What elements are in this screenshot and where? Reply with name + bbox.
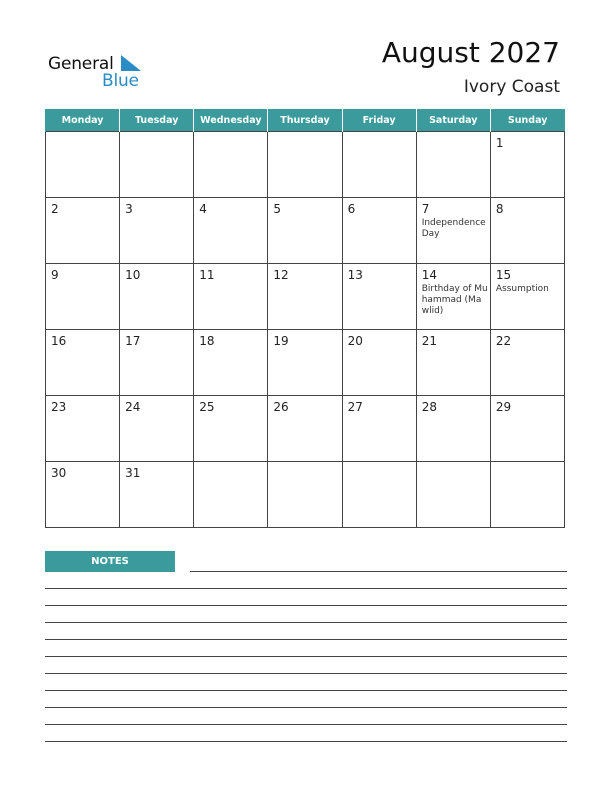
day-number: 21 — [421, 334, 437, 348]
day-cell — [46, 132, 120, 198]
day-cell — [46, 264, 120, 330]
day-cell — [46, 462, 120, 528]
day-cell — [490, 264, 564, 330]
weekday-header-sunday: Sunday — [490, 109, 564, 132]
notes-line — [45, 622, 567, 623]
day-cell — [342, 330, 416, 396]
day-number: 13 — [347, 268, 363, 282]
day-number: 23 — [51, 400, 67, 414]
logo-triangle-icon — [121, 55, 141, 71]
day-number: 1 — [495, 136, 504, 150]
day-number: 2 — [51, 202, 59, 216]
day-number: 8 — [495, 202, 504, 216]
day-cell — [194, 330, 268, 396]
notes-line — [45, 656, 567, 657]
day-number: 19 — [273, 334, 289, 348]
day-number: 22 — [495, 334, 512, 348]
day-number: 31 — [125, 466, 141, 480]
day-number: 26 — [273, 400, 289, 414]
day-number: 3 — [125, 202, 133, 216]
day-cell — [46, 396, 120, 462]
day-cell — [120, 330, 194, 396]
day-cell — [268, 132, 342, 198]
weekday-header-saturday: Saturday — [416, 109, 490, 132]
holiday-label: Assumption — [495, 284, 549, 294]
day-cell — [120, 396, 194, 462]
day-cell — [342, 132, 416, 198]
weekday-header-monday: Monday — [46, 109, 120, 132]
month-year-title: August 2027 — [381, 36, 560, 69]
calendar-week-row — [46, 330, 565, 396]
day-cell — [268, 396, 342, 462]
day-number: 28 — [421, 400, 437, 414]
notes-line — [45, 673, 567, 674]
day-cell — [490, 198, 564, 264]
day-number: 10 — [125, 268, 141, 282]
day-number: 16 — [51, 334, 67, 348]
day-cell — [416, 264, 490, 330]
calendar-week-row — [46, 198, 565, 264]
day-number: 12 — [273, 268, 289, 282]
day-number: 29 — [495, 400, 512, 414]
holiday-label: Independence Day — [421, 218, 486, 239]
day-number: 6 — [347, 202, 356, 216]
weekday-header-thursday: Thursday — [268, 109, 342, 132]
day-cell — [268, 198, 342, 264]
day-cell — [416, 396, 490, 462]
day-cell — [490, 132, 564, 198]
calendar-grid — [45, 109, 565, 528]
calendar-week-row — [46, 396, 565, 462]
day-number: 27 — [347, 400, 363, 414]
day-cell — [416, 462, 490, 528]
day-number: 9 — [51, 268, 59, 282]
day-cell — [120, 132, 194, 198]
day-cell — [342, 198, 416, 264]
day-cell — [120, 264, 194, 330]
day-cell — [268, 462, 342, 528]
day-cell — [342, 264, 416, 330]
notes-line — [45, 605, 567, 606]
day-cell — [342, 396, 416, 462]
day-cell — [194, 462, 268, 528]
day-cell — [490, 396, 564, 462]
day-number: 17 — [125, 334, 141, 348]
country-name: Ivory Coast — [463, 77, 560, 97]
day-number: 14 — [421, 268, 437, 282]
calendar-week-row — [46, 264, 565, 330]
day-cell — [490, 330, 564, 396]
weekday-header-friday: Friday — [342, 109, 416, 132]
notes-line — [45, 741, 567, 742]
day-number: 4 — [199, 202, 207, 216]
day-cell — [490, 462, 564, 528]
day-cell — [342, 462, 416, 528]
day-number: 25 — [199, 400, 215, 414]
day-cell — [416, 132, 490, 198]
day-cell — [194, 132, 268, 198]
day-number: 7 — [421, 202, 430, 216]
weekday-header-tuesday: Tuesday — [120, 109, 194, 132]
notes-line — [45, 707, 567, 708]
logo-word-blue: Blue — [102, 71, 139, 91]
generalblue-logo — [48, 54, 158, 94]
day-cell — [46, 330, 120, 396]
day-cell — [268, 264, 342, 330]
day-cell — [194, 198, 268, 264]
day-number: 20 — [347, 334, 363, 348]
day-number: 5 — [273, 202, 282, 216]
weekday-header-wednesday: Wednesday — [194, 109, 268, 132]
day-cell — [120, 462, 194, 528]
weekday-header-row — [46, 109, 565, 132]
holiday-label: Birthday of Muhammad (Mawlid) — [421, 284, 488, 316]
notes-line — [45, 690, 567, 691]
calendar-week-row — [46, 132, 565, 198]
calendar-week-row — [46, 462, 565, 528]
day-cell — [416, 330, 490, 396]
day-cell — [194, 264, 268, 330]
day-number: 15 — [495, 268, 512, 282]
day-number: 18 — [199, 334, 215, 348]
day-number: 30 — [51, 466, 67, 480]
notes-label: NOTES — [45, 551, 175, 572]
day-cell — [268, 330, 342, 396]
day-number: 24 — [125, 400, 141, 414]
notes-line — [45, 588, 567, 589]
notes-line — [45, 724, 567, 725]
day-cell — [120, 198, 194, 264]
notes-line — [190, 571, 567, 572]
notes-line — [45, 639, 567, 640]
day-number: 11 — [199, 268, 215, 282]
day-cell — [194, 396, 268, 462]
logo-word-general: General — [48, 54, 114, 74]
day-cell — [46, 198, 120, 264]
day-cell — [416, 198, 490, 264]
